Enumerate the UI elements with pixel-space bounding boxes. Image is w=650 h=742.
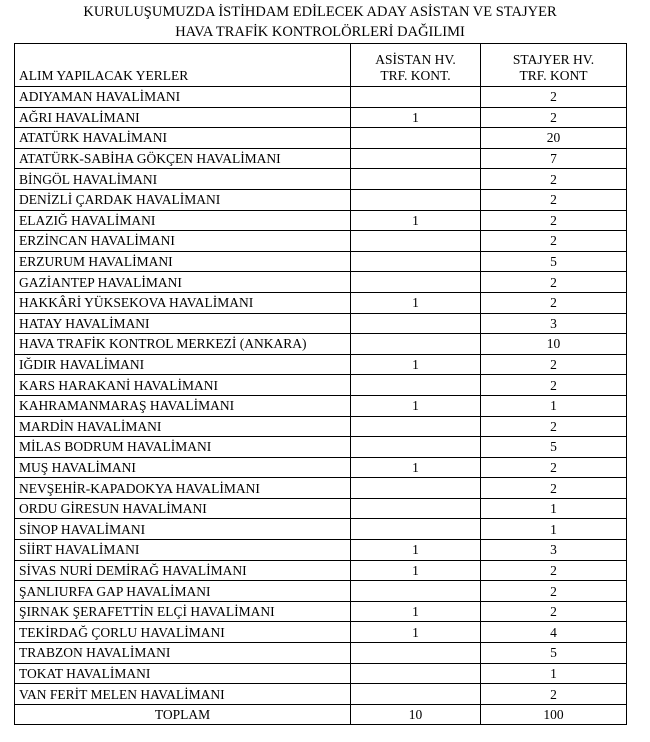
asistan-count-cell	[351, 148, 481, 169]
asistan-count-cell	[351, 643, 481, 664]
location-name-cell: HATAY HAVALİMANI	[15, 313, 351, 334]
asistan-count-cell	[351, 272, 481, 293]
stajyer-count-cell: 2	[481, 292, 627, 313]
location-name-cell: ŞANLIURFA GAP HAVALİMANI	[15, 581, 351, 602]
table-row	[15, 478, 627, 499]
location-name-cell: ADIYAMAN HAVALİMANI	[15, 87, 351, 108]
table-row	[15, 148, 627, 169]
asistan-count-cell	[351, 128, 481, 149]
location-name-cell: ŞIRNAK ŞERAFETTİN ELÇİ HAVALİMANI	[15, 601, 351, 622]
table-row	[15, 334, 627, 355]
location-name-cell: TOKAT HAVALİMANI	[15, 663, 351, 684]
stajyer-count-cell: 2	[481, 581, 627, 602]
table-row	[15, 498, 627, 519]
location-name-cell: DENİZLİ ÇARDAK HAVALİMANI	[15, 189, 351, 210]
stajyer-count-cell: 7	[481, 148, 627, 169]
asistan-count-cell: 1	[351, 601, 481, 622]
asistan-count-cell: 1	[351, 560, 481, 581]
stajyer-count-cell: 20	[481, 128, 627, 149]
distribution-table	[14, 43, 627, 725]
total-row	[15, 704, 627, 725]
document-title	[14, 0, 626, 44]
location-name-cell: HAKKÂRİ YÜKSEKOVA HAVALİMANI	[15, 292, 351, 313]
asistan-count-cell	[351, 498, 481, 519]
stajyer-count-cell: 3	[481, 313, 627, 334]
table-row	[15, 313, 627, 334]
table-row	[15, 643, 627, 664]
table-row	[15, 272, 627, 293]
stajyer-count-cell: 2	[481, 354, 627, 375]
stajyer-count-cell: 2	[481, 375, 627, 396]
table-row	[15, 663, 627, 684]
asistan-count-cell: 1	[351, 210, 481, 231]
asistan-count-cell	[351, 169, 481, 190]
header-asistan-line-1: ASİSTAN HV.	[375, 52, 456, 67]
asistan-count-cell	[351, 416, 481, 437]
location-name-cell: TEKİRDAĞ ÇORLU HAVALİMANI	[15, 622, 351, 643]
stajyer-count-cell: 5	[481, 251, 627, 272]
asistan-count-cell: 1	[351, 354, 481, 375]
location-name-cell: ERZİNCAN HAVALİMANI	[15, 231, 351, 252]
location-name-cell: GAZİANTEP HAVALİMANI	[15, 272, 351, 293]
asistan-count-cell	[351, 251, 481, 272]
asistan-count-cell	[351, 375, 481, 396]
location-name-cell: ORDU GİRESUN HAVALİMANI	[15, 498, 351, 519]
table-row	[15, 437, 627, 458]
asistan-count-cell	[351, 437, 481, 458]
stajyer-count-cell: 2	[481, 272, 627, 293]
asistan-count-cell	[351, 684, 481, 705]
table-row	[15, 210, 627, 231]
stajyer-count-cell: 4	[481, 622, 627, 643]
table-header-row	[15, 44, 627, 87]
table-row	[15, 128, 627, 149]
table-row	[15, 519, 627, 540]
asistan-count-cell: 1	[351, 622, 481, 643]
location-name-cell: ATATÜRK HAVALİMANI	[15, 128, 351, 149]
stajyer-count-cell: 2	[481, 231, 627, 252]
stajyer-count-cell: 3	[481, 540, 627, 561]
table-row	[15, 87, 627, 108]
location-name-cell: KAHRAMANMARAŞ HAVALİMANI	[15, 395, 351, 416]
location-name-cell: MARDİN HAVALİMANI	[15, 416, 351, 437]
header-stajyer-line-2: TRF. KONT	[519, 68, 588, 83]
asistan-count-cell	[351, 87, 481, 108]
location-name-cell: MUŞ HAVALİMANI	[15, 457, 351, 478]
table-row	[15, 395, 627, 416]
header-stajyer	[481, 44, 627, 87]
location-name-cell: ATATÜRK-SABİHA GÖKÇEN HAVALİMANI	[15, 148, 351, 169]
asistan-count-cell	[351, 478, 481, 499]
asistan-count-cell	[351, 581, 481, 602]
asistan-count-cell: 1	[351, 292, 481, 313]
stajyer-count-cell: 2	[481, 457, 627, 478]
total-asistan-cell: 10	[351, 704, 481, 725]
stajyer-count-cell: 2	[481, 189, 627, 210]
header-stajyer-line-1: STAJYER HV.	[512, 52, 595, 67]
location-name-cell: NEVŞEHİR-KAPADOKYA HAVALİMANI	[15, 478, 351, 499]
location-name-cell: IĞDIR HAVALİMANI	[15, 354, 351, 375]
location-name-cell: BİNGÖL HAVALİMANI	[15, 169, 351, 190]
total-label-cell: TOPLAM	[15, 704, 351, 725]
asistan-count-cell: 1	[351, 457, 481, 478]
location-name-cell: ELAZIĞ HAVALİMANI	[15, 210, 351, 231]
stajyer-count-cell: 2	[481, 684, 627, 705]
stajyer-count-cell: 10	[481, 334, 627, 355]
table-row	[15, 292, 627, 313]
location-name-cell: AĞRI HAVALİMANI	[15, 107, 351, 128]
stajyer-count-cell: 2	[481, 416, 627, 437]
asistan-count-cell	[351, 334, 481, 355]
header-asistan	[351, 44, 481, 87]
table-row	[15, 416, 627, 437]
table-row	[15, 375, 627, 396]
stajyer-count-cell: 2	[481, 210, 627, 231]
asistan-count-cell	[351, 313, 481, 334]
title-line-1: KURULUŞUMUZDA İSTİHDAM EDİLECEK ADAY ASİSTAN VE STAJYER	[83, 4, 557, 20]
table-row	[15, 601, 627, 622]
table-row	[15, 581, 627, 602]
location-name-cell: HAVA TRAFİK KONTROL MERKEZİ (ANKARA)	[15, 334, 351, 355]
stajyer-count-cell: 2	[481, 478, 627, 499]
table-row	[15, 169, 627, 190]
stajyer-count-cell: 2	[481, 107, 627, 128]
asistan-count-cell: 1	[351, 107, 481, 128]
header-asistan-line-2: TRF. KONT.	[380, 68, 451, 83]
stajyer-count-cell: 5	[481, 437, 627, 458]
stajyer-count-cell: 2	[481, 169, 627, 190]
table-row	[15, 251, 627, 272]
total-stajyer-cell: 100	[481, 704, 627, 725]
stajyer-count-cell: 5	[481, 643, 627, 664]
location-name-cell: SİVAS NURİ DEMİRAĞ HAVALİMANI	[15, 560, 351, 581]
location-name-cell: TRABZON HAVALİMANI	[15, 643, 351, 664]
table-row	[15, 189, 627, 210]
table-row	[15, 231, 627, 252]
table-row	[15, 540, 627, 561]
stajyer-count-cell: 1	[481, 519, 627, 540]
asistan-count-cell	[351, 189, 481, 210]
location-name-cell: VAN FERİT MELEN HAVALİMANI	[15, 684, 351, 705]
stajyer-count-cell: 2	[481, 560, 627, 581]
stajyer-count-cell: 2	[481, 601, 627, 622]
asistan-count-cell: 1	[351, 395, 481, 416]
asistan-count-cell	[351, 663, 481, 684]
table-row	[15, 684, 627, 705]
location-name-cell: ERZURUM HAVALİMANI	[15, 251, 351, 272]
stajyer-count-cell: 1	[481, 395, 627, 416]
asistan-count-cell	[351, 231, 481, 252]
table-body	[15, 87, 627, 725]
table-row	[15, 354, 627, 375]
table-row	[15, 107, 627, 128]
title-line-2: HAVA TRAFİK KONTROLÖRLERİ DAĞILIMI	[175, 24, 465, 40]
stajyer-count-cell: 1	[481, 663, 627, 684]
asistan-count-cell	[351, 519, 481, 540]
asistan-count-cell: 1	[351, 540, 481, 561]
header-locations: ALIM YAPILACAK YERLER	[15, 44, 351, 87]
table-row	[15, 560, 627, 581]
table-row	[15, 457, 627, 478]
table-row	[15, 622, 627, 643]
location-name-cell: SİİRT HAVALİMANI	[15, 540, 351, 561]
stajyer-count-cell: 2	[481, 87, 627, 108]
location-name-cell: MİLAS BODRUM HAVALİMANI	[15, 437, 351, 458]
location-name-cell: SİNOP HAVALİMANI	[15, 519, 351, 540]
stajyer-count-cell: 1	[481, 498, 627, 519]
location-name-cell: KARS HARAKANİ HAVALİMANI	[15, 375, 351, 396]
